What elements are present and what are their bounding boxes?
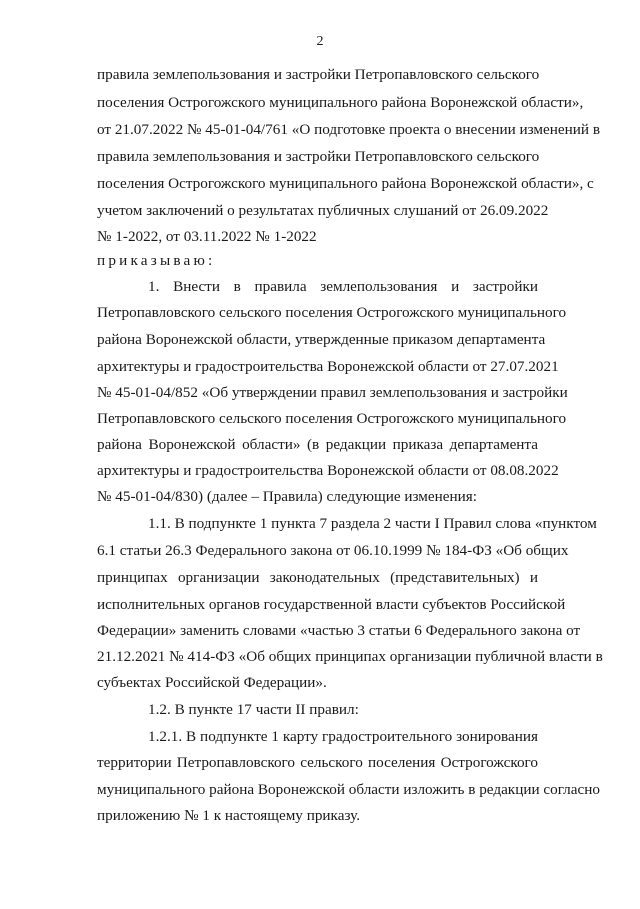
text-line: № 45-01-04/830) (далее – Правила) следующие изменения: (97, 488, 477, 505)
text-line: 1.1. В подпункте 1 пункта 7 раздела 2 части I Правил слова «пунктом (148, 515, 597, 532)
page-number: 2 (316, 34, 324, 49)
text-line: 21.12.2021 № 414-ФЗ «Об общих принципах организации публичной власти в (97, 648, 603, 665)
text-line: 6.1 статьи 26.3 Федерального закона от 06.10.1999 № 184-ФЗ «Об общих (97, 542, 569, 559)
text-line: № 45-01-04/852 «Об утверждении правил землепользования и застройки (97, 384, 568, 401)
text-line: Петропавловского сельского поселения Острогожского муниципального (97, 304, 567, 321)
text-line: 1.2. В пункте 17 части II правил: (148, 701, 359, 718)
text-line: правила землепользования и застройки Петропавловского сельского (97, 148, 540, 165)
text-line: архитектуры и градостроительства Воронежской области от 27.07.2021 (97, 358, 559, 375)
text-line: 1.2.1. В подпункте 1 карту градостроительного зонирования (148, 728, 538, 745)
text-line: муниципального района Воронежской области изложить в редакции согласно (97, 781, 600, 798)
text-line: от 21.07.2022 № 45-01-04/761 «О подготовке проекта о внесении изменений в (97, 121, 601, 138)
text-line: Петропавловского сельского поселения Острогожского муниципального (97, 410, 567, 427)
text-line: архитектуры и градостроительства Воронежской области от 08.08.2022 (97, 462, 559, 479)
text-line: территории Петропавловского сельского поселения Острогожского (97, 754, 538, 771)
text-line: № 1-2022, от 03.11.2022 № 1-2022 (97, 228, 317, 245)
text-line: учетом заключений о результатах публичных слушаний от 26.09.2022 (97, 202, 549, 219)
text-line: 1. Внести в правила землепользования и застройки (148, 278, 538, 295)
order-word: приказываю: (97, 252, 216, 269)
text-line: исполнительных органов государственной власти субъектов Российской (97, 596, 566, 613)
text-line: района Воронежской области, утвержденные приказом департамента (97, 331, 546, 348)
text-line: принципах организации законодательных (представительных) и (97, 569, 538, 586)
text-line: субъектах Российской Федерации». (97, 674, 327, 691)
text-line: поселения Острогожского муниципального района Воронежской области», с (97, 175, 594, 192)
text-line: приложению № 1 к настоящему приказу. (97, 807, 360, 824)
text-line: поселения Острогожского муниципального района Воронежской области», (97, 94, 584, 111)
text-line: правила землепользования и застройки Петропавловского сельского (97, 66, 540, 83)
text-line: Федерации» заменить словами «частью 3 статьи 6 Федерального закона от (97, 622, 581, 639)
text-line: района Воронежской области» (в редакции приказа департамента (97, 436, 538, 453)
